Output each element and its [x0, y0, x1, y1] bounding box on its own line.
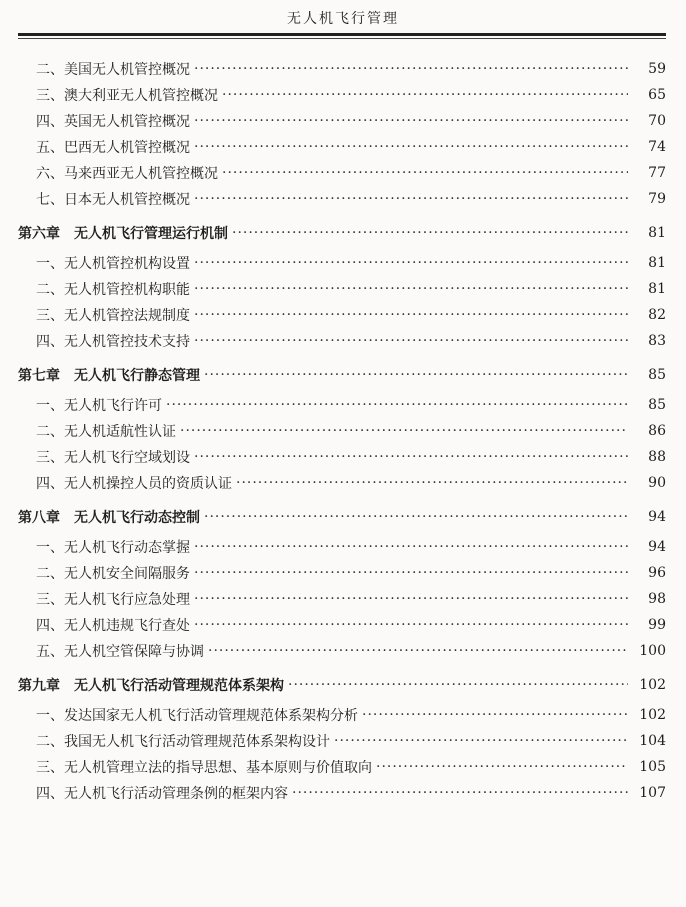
- toc-entry-page: 65: [648, 87, 666, 103]
- toc-entry-page: 83: [648, 333, 666, 349]
- toc-entry-title: 五、无人机空管保障与协调: [36, 644, 204, 660]
- toc-entry-title: 一、发达国家无人机飞行活动管理规范体系架构分析: [36, 708, 358, 724]
- leader-dots: [208, 643, 628, 659]
- toc-entry-title: 三、无人机管理立法的指导思想、基本原则与价值取向: [36, 760, 372, 776]
- leader-dots: [204, 367, 628, 383]
- spacer: [18, 664, 666, 672]
- toc-entry: [18, 56, 666, 82]
- toc-entry-page: 77: [648, 165, 666, 181]
- toc-entry: [18, 638, 666, 664]
- toc-chapter: [18, 362, 666, 388]
- leader-dots: [204, 509, 628, 525]
- toc-entry-title: 三、无人机管控法规制度: [36, 308, 190, 324]
- toc-entry-page: 105: [639, 759, 666, 775]
- toc-entry-title: 六、马来西亚无人机管控概况: [36, 166, 218, 182]
- toc-entry-title: 五、巴西无人机管控概况: [36, 140, 190, 156]
- toc-entry: [18, 392, 666, 418]
- toc-entry: [18, 250, 666, 276]
- toc-entry: [18, 186, 666, 212]
- leader-dots: [232, 225, 628, 241]
- toc-entry-title: 四、无人机操控人员的资质认证: [36, 476, 232, 492]
- toc-chapter-page: 85: [648, 367, 666, 383]
- page-header: [0, 0, 686, 40]
- toc-entry-title: 三、无人机飞行空域划设: [36, 450, 190, 466]
- leader-dots: [376, 759, 628, 775]
- toc-chapter-title: 第六章 无人机飞行管理运行机制: [18, 226, 228, 242]
- toc-entry-page: 59: [648, 61, 666, 77]
- toc-entry: [18, 276, 666, 302]
- leader-dots: [180, 423, 628, 439]
- toc-entry-page: 104: [639, 733, 666, 749]
- toc-entry: [18, 754, 666, 780]
- running-head-title: 无人机飞行管理: [287, 11, 399, 27]
- toc-entry-page: 86: [648, 423, 666, 439]
- toc-entry: [18, 108, 666, 134]
- toc-entry-page: 88: [648, 449, 666, 465]
- toc-entry-title: 二、无人机安全间隔服务: [36, 566, 190, 582]
- toc-entry-page: 74: [648, 139, 666, 155]
- leader-dots: [194, 113, 628, 129]
- toc-entry-page: 81: [648, 255, 666, 271]
- spacer: [18, 354, 666, 362]
- toc-chapter-title: 第八章 无人机飞行动态控制: [18, 510, 200, 526]
- toc-entry: [18, 82, 666, 108]
- leader-dots: [194, 591, 628, 607]
- toc-entry: [18, 418, 666, 444]
- leader-dots: [194, 449, 628, 465]
- toc-chapter: [18, 504, 666, 530]
- toc-entry-title: 四、无人机飞行活动管理条例的框架内容: [36, 786, 288, 802]
- toc-entry-page: 90: [648, 475, 666, 491]
- toc-entry-page: 82: [648, 307, 666, 323]
- leader-dots: [194, 539, 628, 555]
- toc-entry-title: 二、无人机管控机构职能: [36, 282, 190, 298]
- toc-entry-title: 一、无人机管控机构设置: [36, 256, 190, 272]
- toc-entry: [18, 470, 666, 496]
- spacer: [18, 212, 666, 220]
- toc-entry-page: 107: [639, 785, 666, 801]
- toc-entry: [18, 328, 666, 354]
- toc-entry-title: 四、无人机违规飞行查处: [36, 618, 190, 634]
- leader-dots: [194, 61, 628, 77]
- leader-dots: [194, 139, 628, 155]
- toc-chapter-page: 102: [639, 677, 666, 693]
- leader-dots: [222, 87, 628, 103]
- toc-entry: [18, 702, 666, 728]
- leader-dots: [236, 475, 628, 491]
- toc-entry: [18, 302, 666, 328]
- toc-chapter-page: 94: [648, 509, 666, 525]
- toc-entry-page: 85: [648, 397, 666, 413]
- leader-dots: [194, 191, 628, 207]
- toc-entry-title: 四、无人机管控技术支持: [36, 334, 190, 350]
- leader-dots: [362, 707, 628, 723]
- toc-entry-title: 四、英国无人机管控概况: [36, 114, 190, 130]
- table-of-contents: [18, 56, 666, 806]
- header-rule-thick: [18, 33, 666, 36]
- leader-dots: [292, 785, 628, 801]
- toc-entry-page: 98: [648, 591, 666, 607]
- toc-entry-page: 100: [639, 643, 666, 659]
- toc-entry-title: 一、无人机飞行许可: [36, 398, 162, 414]
- toc-chapter-page: 81: [648, 225, 666, 241]
- leader-dots: [194, 617, 628, 633]
- header-rule-thin: [18, 38, 666, 39]
- leader-dots: [194, 565, 628, 581]
- toc-entry: [18, 534, 666, 560]
- leader-dots: [166, 397, 628, 413]
- toc-entry: [18, 444, 666, 470]
- toc-entry: [18, 560, 666, 586]
- leader-dots: [194, 333, 628, 349]
- spacer: [18, 496, 666, 504]
- toc-chapter-title: 第七章 无人机飞行静态管理: [18, 368, 200, 384]
- toc-entry-title: 三、无人机飞行应急处理: [36, 592, 190, 608]
- toc-entry-page: 79: [648, 191, 666, 207]
- toc-entry: [18, 160, 666, 186]
- toc-entry-title: 二、我国无人机飞行活动管理规范体系架构设计: [36, 734, 330, 750]
- leader-dots: [288, 677, 628, 693]
- toc-entry: [18, 134, 666, 160]
- leader-dots: [194, 307, 628, 323]
- leader-dots: [222, 165, 628, 181]
- leader-dots: [194, 281, 628, 297]
- toc-entry-title: 二、美国无人机管控概况: [36, 62, 190, 78]
- toc-entry-page: 81: [648, 281, 666, 297]
- toc-entry-page: 96: [648, 565, 666, 581]
- toc-chapter-title: 第九章 无人机飞行活动管理规范体系架构: [18, 678, 284, 694]
- toc-entry-page: 70: [648, 113, 666, 129]
- toc-entry-title: 三、澳大利亚无人机管控概况: [36, 88, 218, 104]
- toc-entry: [18, 612, 666, 638]
- leader-dots: [194, 255, 628, 271]
- toc-entry-title: 一、无人机飞行动态掌握: [36, 540, 190, 556]
- leader-dots: [334, 733, 628, 749]
- toc-entry-page: 102: [639, 707, 666, 723]
- toc-entry-page: 99: [648, 617, 666, 633]
- toc-entry-title: 二、无人机适航性认证: [36, 424, 176, 440]
- toc-chapter: [18, 672, 666, 698]
- toc-entry-page: 94: [648, 539, 666, 555]
- toc-entry: [18, 780, 666, 806]
- toc-entry: [18, 728, 666, 754]
- toc-entry: [18, 586, 666, 612]
- toc-chapter: [18, 220, 666, 246]
- toc-entry-title: 七、日本无人机管控概况: [36, 192, 190, 208]
